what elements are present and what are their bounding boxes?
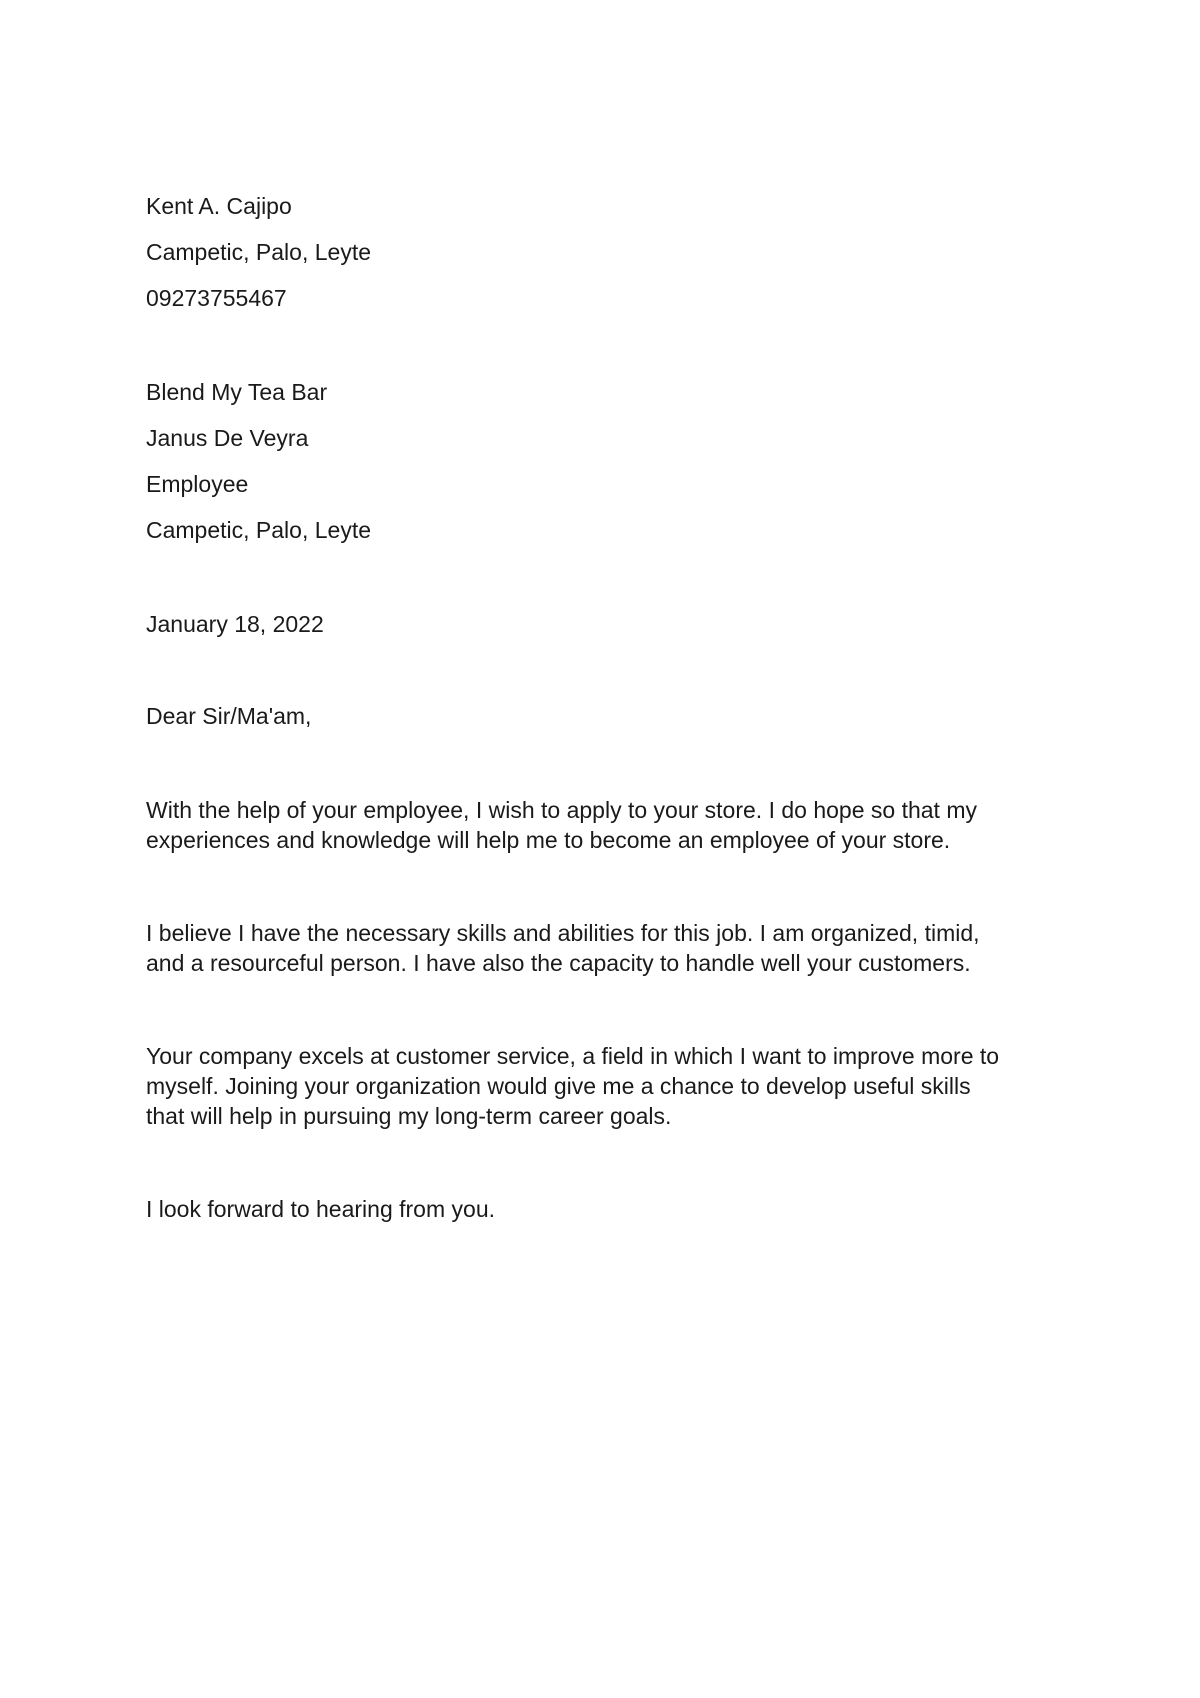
recipient-title: Employee bbox=[146, 471, 249, 497]
paragraph-line: With the help of your employee, I wish to apply to your store. I do hope so that my bbox=[146, 797, 977, 823]
letter-date: January 18, 2022 bbox=[146, 611, 324, 637]
paragraph-line: Your company excels at customer service, a field in which I want to improve more to bbox=[146, 1043, 1000, 1069]
paragraph-line: myself. Joining your organization would give me a chance to develop useful skills bbox=[146, 1073, 971, 1099]
paragraph-line: I believe I have the necessary skills and abilities for this job. I am organized, timid, bbox=[146, 920, 980, 946]
paragraph-line: experiences and knowledge will help me to become an employee of your store. bbox=[146, 827, 951, 853]
body-paragraph-1 bbox=[146, 795, 1086, 855]
recipient-name: Janus De Veyra bbox=[146, 425, 309, 451]
sender-address: Campetic, Palo, Leyte bbox=[146, 239, 372, 265]
body-paragraph-2 bbox=[146, 918, 1086, 978]
recipient-address: Campetic, Palo, Leyte bbox=[146, 517, 372, 543]
recipient-company: Blend My Tea Bar bbox=[146, 379, 328, 405]
body-paragraph-3 bbox=[146, 1041, 1086, 1131]
sender-phone: 09273755467 bbox=[146, 285, 287, 311]
paragraph-line: and a resourceful person. I have also the capacity to handle well your customers. bbox=[146, 950, 971, 976]
closing-line: I look forward to hearing from you. bbox=[146, 1196, 495, 1222]
sender-name: Kent A. Cajipo bbox=[146, 193, 292, 219]
paragraph-line: that will help in pursuing my long-term career goals. bbox=[146, 1103, 672, 1129]
salutation: Dear Sir/Ma'am, bbox=[146, 703, 312, 729]
